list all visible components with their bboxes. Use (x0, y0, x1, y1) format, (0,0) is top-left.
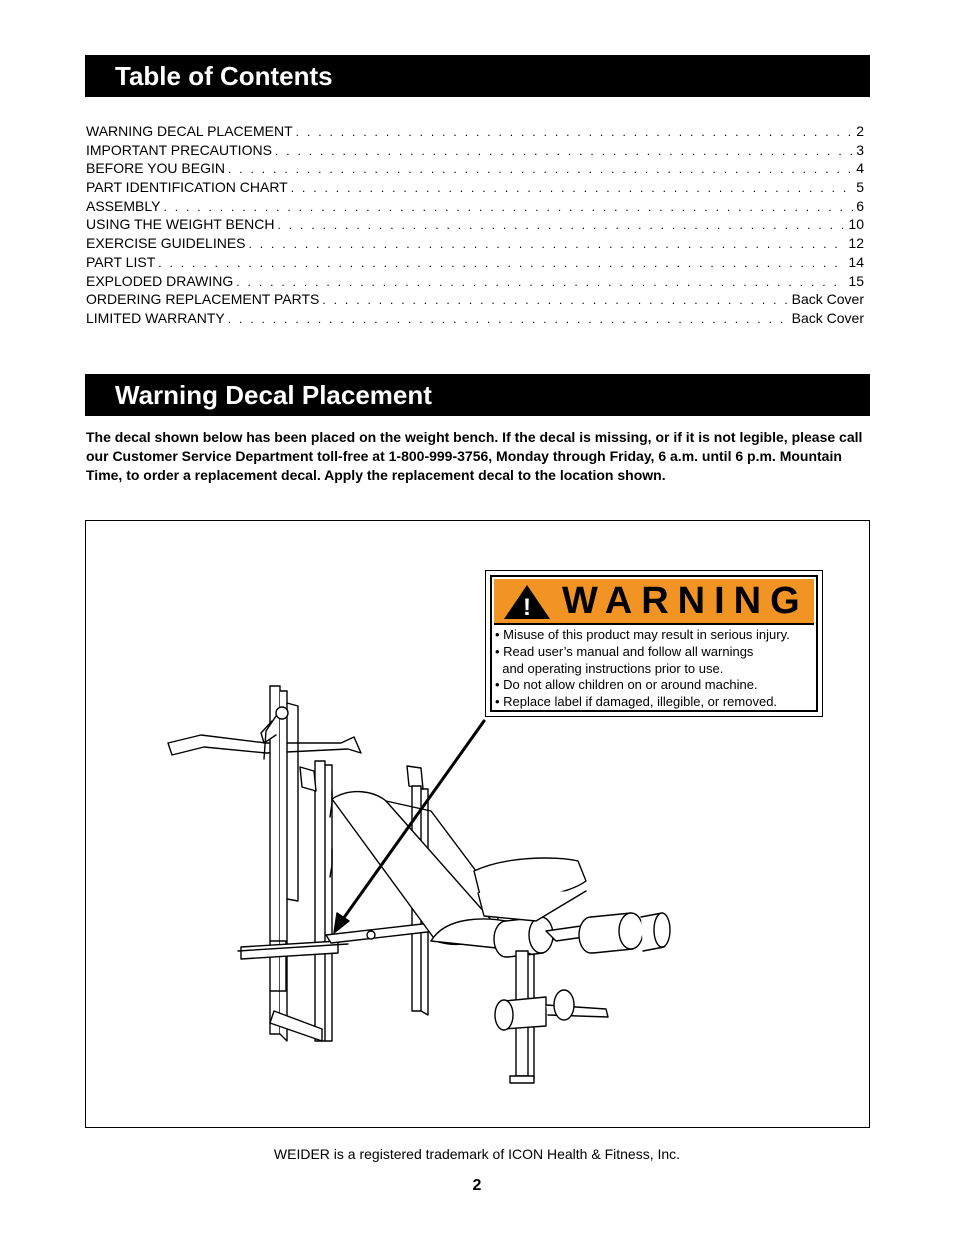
warning-decal-header (494, 579, 814, 625)
toc-entry[interactable] (86, 159, 864, 178)
warning-triangle-icon (502, 583, 552, 621)
toc-entry-page: 15 (848, 272, 864, 289)
toc-entry[interactable] (86, 141, 864, 160)
toc-entry-page: 6 (856, 197, 864, 214)
toc-header-bar (85, 55, 870, 97)
toc-entry-label: USING THE WEIGHT BENCH (86, 216, 275, 233)
toc-entry-page: 4 (856, 160, 864, 177)
toc-entry-label: EXERCISE GUIDELINES (86, 235, 246, 252)
toc-entry[interactable] (86, 272, 864, 291)
toc-leader-dots (291, 179, 853, 197)
toc-leader-dots (275, 142, 853, 160)
warning-line: • Misuse of this product may result in serious injury. (495, 627, 790, 642)
toc-leader-dots (249, 235, 846, 253)
warning-decal-inner (490, 575, 818, 712)
toc-entry-label: IMPORTANT PRECAUTIONS (86, 141, 272, 158)
toc-entry-page: 2 (856, 123, 864, 139)
warning-decal (485, 570, 823, 717)
toc-entry-page: Back Cover (791, 291, 864, 308)
toc-entry[interactable] (86, 253, 864, 272)
warning-line: • Read user’s manual and follow all warnings (495, 643, 754, 659)
toc-entry-label: PART IDENTIFICATION CHART (86, 179, 288, 196)
toc-entry[interactable] (86, 215, 864, 234)
toc-leader-dots (228, 160, 853, 178)
toc-entry-page: Back Cover (791, 309, 864, 326)
decal-header-bar (85, 374, 870, 416)
toc-entry[interactable] (86, 309, 864, 328)
toc-entry[interactable] (86, 122, 864, 141)
toc-entry-page: 10 (848, 216, 864, 233)
warning-heading: WARNING (562, 580, 809, 622)
decal-intro-text: The decal shown below has been placed on the weight bench. If the decal is missing, or if it is not legible, please call our Customer Service Department toll-free at 1-800-999-3756, Monday through Friday, 6 a.m. until 6 p.m. Mountain Time, to order a replacement decal. Apply the replacement decal to the location shown. (86, 429, 863, 483)
toc-leader-dots (163, 198, 853, 216)
warning-line: • Replace label if damaged, illegible, or removed. (495, 694, 778, 710)
trademark-note: WEIDER is a registered trademark of ICON Health & Fitness, Inc. (273, 1146, 681, 1162)
toc-entry-page: 14 (848, 253, 864, 270)
toc-entry-label: EXPLODED DRAWING (86, 272, 234, 289)
decal-title: Warning Decal Placement (115, 380, 432, 410)
toc-leader-dots (296, 123, 854, 141)
toc-entry[interactable] (86, 178, 864, 197)
warning-line: • Do not allow children on or around machine. (495, 677, 758, 693)
decal-figure (85, 520, 870, 1128)
toc-entry-label: BEFORE YOU BEGIN (86, 160, 225, 177)
toc-leader-dots (228, 310, 789, 328)
toc-entry-page: 5 (856, 179, 864, 196)
toc-entry[interactable] (86, 290, 864, 309)
toc-entry-page: 12 (848, 235, 864, 252)
toc-leader-dots (322, 291, 788, 309)
toc-entry-page: 3 (856, 141, 864, 158)
toc-leader-dots (158, 254, 845, 272)
toc-title: Table of Contents (115, 61, 333, 91)
warning-decal-lines (495, 627, 814, 711)
toc-entry[interactable] (86, 234, 864, 253)
toc-entry-label: PART LIST (86, 253, 156, 270)
warning-line: and operating instructions prior to use. (495, 660, 724, 676)
toc-entry[interactable] (86, 197, 864, 216)
toc-entry-label: ORDERING REPLACEMENT PARTS (86, 291, 320, 308)
toc-entry-label: LIMITED WARRANTY (86, 309, 225, 326)
toc-leader-dots (236, 273, 845, 291)
toc-list (86, 122, 864, 328)
toc-entry-label: ASSEMBLY (86, 197, 161, 214)
toc-entry-label: WARNING DECAL PLACEMENT (86, 123, 293, 139)
warning-symbol: ! (523, 594, 531, 621)
toc-leader-dots (278, 216, 846, 234)
page-number: 2 (472, 1177, 482, 1194)
